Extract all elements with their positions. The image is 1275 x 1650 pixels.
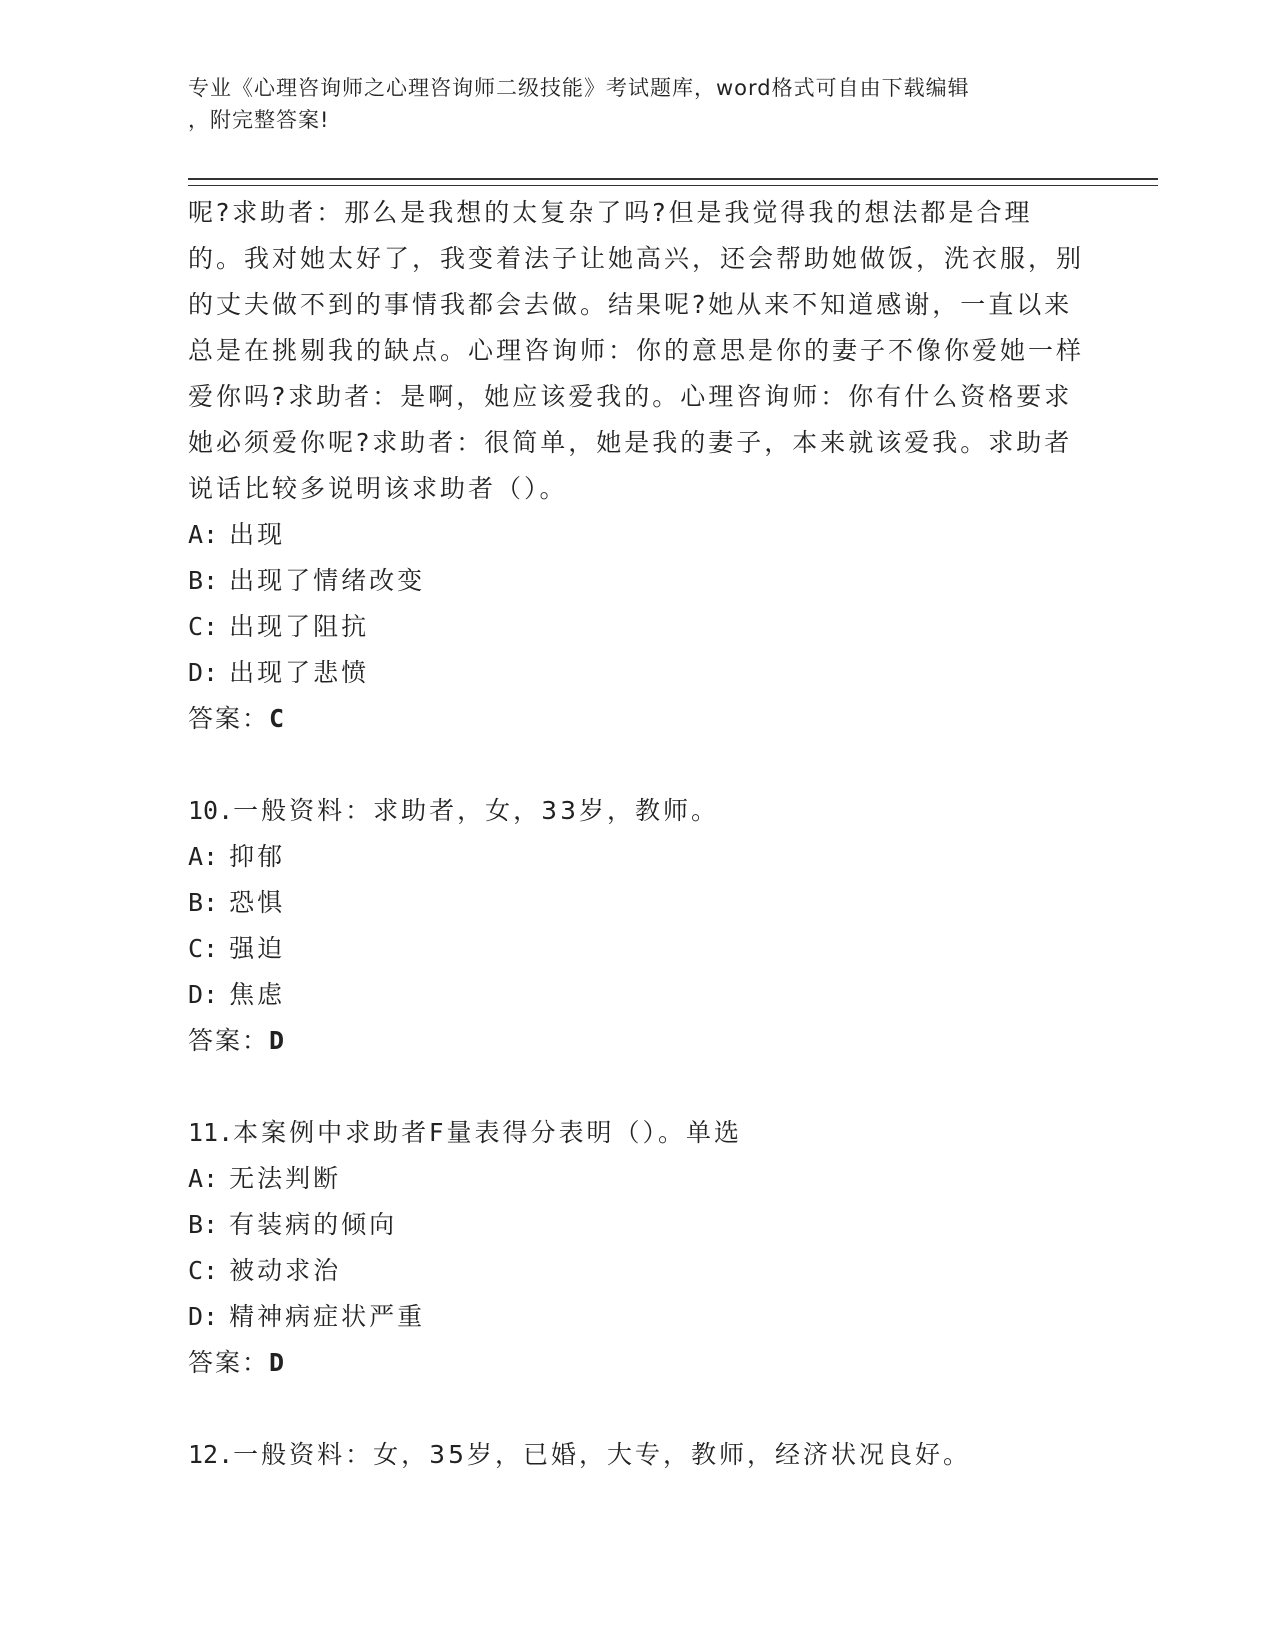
answer-label: 答案： bbox=[188, 1348, 270, 1377]
question-12 bbox=[188, 1432, 1088, 1478]
option-letter: A: bbox=[188, 520, 219, 549]
answer-line bbox=[188, 1340, 1088, 1386]
header-title-line-2: ，附完整答案! bbox=[188, 108, 330, 132]
option-text: 强迫 bbox=[229, 934, 286, 963]
option-text: 被动求治 bbox=[229, 1256, 342, 1285]
answer-value: D bbox=[269, 1348, 285, 1377]
option-text: 焦虑 bbox=[229, 980, 286, 1009]
option-letter: D: bbox=[188, 1302, 219, 1331]
answer-label: 答案： bbox=[188, 704, 270, 733]
question-number: 12. bbox=[188, 1440, 234, 1469]
option-letter: C: bbox=[188, 612, 219, 641]
option-text: 出现 bbox=[229, 520, 286, 549]
option-d bbox=[188, 650, 1088, 696]
option-d bbox=[188, 1294, 1088, 1340]
header-divider bbox=[188, 178, 1158, 186]
option-c bbox=[188, 604, 1088, 650]
question-text: 一般资料：女，35岁，已婚，大专，教师，经济状况良好。 bbox=[233, 1440, 971, 1469]
option-letter: C: bbox=[188, 1256, 219, 1285]
answer-line bbox=[188, 696, 1088, 742]
question-stem bbox=[188, 1110, 1088, 1156]
question-stem bbox=[188, 1432, 1088, 1478]
option-c bbox=[188, 1248, 1088, 1294]
option-b bbox=[188, 880, 1088, 926]
option-a bbox=[188, 1156, 1088, 1202]
document-header bbox=[188, 72, 1088, 136]
option-text: 无法判断 bbox=[229, 1164, 342, 1193]
option-text: 出现了阻抗 bbox=[229, 612, 370, 641]
question-number: 11. bbox=[188, 1118, 234, 1147]
question-text: 一般资料：求助者，女，33岁，教师。 bbox=[233, 796, 719, 825]
header-title-line-1: 专业《心理咨询师之心理咨询师二级技能》考试题库，word格式可自由下载编辑 bbox=[188, 76, 970, 100]
question-9-continued bbox=[188, 190, 1088, 742]
option-a bbox=[188, 834, 1088, 880]
option-c bbox=[188, 926, 1088, 972]
question-text: 本案例中求助者F量表得分表明（）。单选 bbox=[233, 1118, 743, 1147]
option-letter: B: bbox=[188, 1210, 219, 1239]
option-letter: D: bbox=[188, 980, 219, 1009]
answer-label: 答案： bbox=[188, 1026, 270, 1055]
option-d bbox=[188, 972, 1088, 1018]
question-stem bbox=[188, 788, 1088, 834]
question-text: 呢?求助者：那么是我想的太复杂了吗?但是我觉得我的想法都是合理的。我对她太好了，我变着法子让她高兴，还会帮助她做饭，洗衣服，别的丈夫做不到的事情我都会去做。结果呢?她从来不知道感谢，一直以来总是在挑剔我的缺点。心理咨询师：你的意思是你的妻子不像你爱她一样爱你吗?求助者：是啊，她应该爱我的。心理咨询师：你有什么资格要求她必须爱你呢?求助者：很简单，她是我的妻子，本来就该爱我。求助者说话比较多说明该求助者（）。 bbox=[188, 198, 1085, 503]
answer-value: D bbox=[269, 1026, 285, 1055]
option-text: 恐惧 bbox=[229, 888, 286, 917]
option-letter: A: bbox=[188, 842, 219, 871]
question-10 bbox=[188, 788, 1088, 1064]
option-letter: D: bbox=[188, 658, 219, 687]
option-text: 抑郁 bbox=[229, 842, 286, 871]
answer-line bbox=[188, 1018, 1088, 1064]
option-letter: B: bbox=[188, 888, 219, 917]
document-body bbox=[188, 190, 1088, 1478]
option-b bbox=[188, 1202, 1088, 1248]
question-11 bbox=[188, 1110, 1088, 1386]
option-letter: C: bbox=[188, 934, 219, 963]
option-letter: B: bbox=[188, 566, 219, 595]
question-number: 10. bbox=[188, 796, 234, 825]
option-a bbox=[188, 512, 1088, 558]
option-text: 出现了情绪改变 bbox=[229, 566, 426, 595]
option-text: 精神病症状严重 bbox=[229, 1302, 426, 1331]
option-text: 有装病的倾向 bbox=[229, 1210, 398, 1239]
option-b bbox=[188, 558, 1088, 604]
answer-value: C bbox=[269, 704, 285, 733]
option-text: 出现了悲愤 bbox=[229, 658, 370, 687]
option-letter: A: bbox=[188, 1164, 219, 1193]
